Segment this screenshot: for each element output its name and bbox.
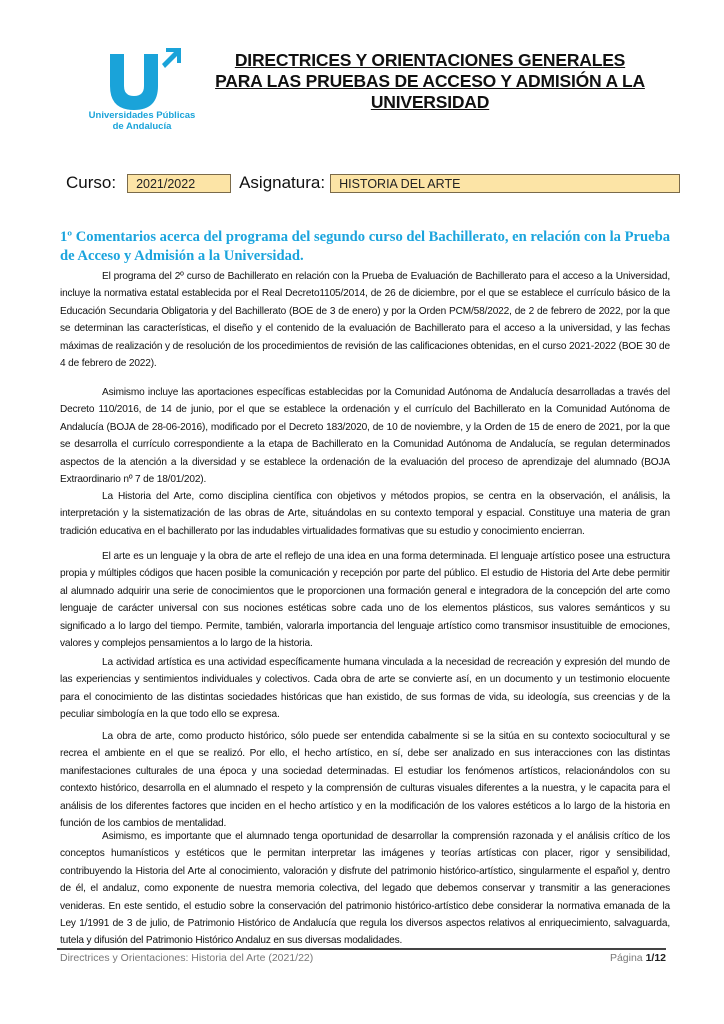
university-logo bbox=[72, 48, 212, 138]
footer-divider bbox=[57, 948, 666, 950]
asignatura-label: Asignatura: bbox=[239, 173, 326, 192]
paragraph-text: La actividad artística es una actividad específicamente humana vinculada a la necesidad de recreación y expresión del mundo de las experiencias y sentimientos individuales y colectivos. Cada obra de arte se convierte así, en un documento y un testimonio elocuente para el conocimiento de las distintas sociedades históricas que han existido, de sus formas de vida, su ideología, sus creencias y de la peculiar simbología en la que todo ello se expresa. bbox=[60, 657, 670, 721]
section-heading: 1º Comentarios acerca del programa del segundo curso del Bachillerato, en relación con la Prueba de Acceso y Admisión a la Universidad. bbox=[60, 229, 670, 264]
paragraph-5 bbox=[60, 654, 670, 724]
paragraph-text: La obra de arte, como producto histórico, sólo puede ser entendida cabalmente si se la sitúa en su contexto sociocultural y se recrea el ambiente en el que se realizó. Por ello, el hecho artístico, en sí, debe ser analizado en sus interacciones con las distintas manifestaciones culturales de una época y una sociedad determinadas. El estudiar los fenómenos artísticos, relacionándolos con su contexto histórico, desarrolla en el alumnado el respeto y la comprensión de culturas visuales diferentes a la nuestra, y le capacita para el análisis de los diferentes factores que inciden en el hecho artístico y en la modificación de los valores estéticos a lo largo de la historia en función de los cambios de mentalidad. bbox=[60, 731, 670, 830]
paragraph-3 bbox=[60, 488, 670, 540]
course-subject-row bbox=[66, 171, 680, 195]
paragraph-7 bbox=[60, 828, 670, 950]
asignatura-field[interactable]: HISTORIA DEL ARTE bbox=[330, 174, 680, 193]
logo-caption-line2: de Andalucía bbox=[112, 121, 172, 132]
u-logo-icon bbox=[86, 48, 198, 110]
footer-page-indicator bbox=[610, 952, 666, 964]
page-number: 1/12 bbox=[645, 952, 666, 964]
paragraph-6 bbox=[60, 728, 670, 832]
title-line-3: UNIVERSIDAD bbox=[370, 92, 490, 112]
paragraph-2 bbox=[60, 384, 670, 488]
footer-document-name: Directrices y Orientaciones: Historia del Arte (2021/22) bbox=[60, 952, 314, 964]
paragraph-text: El arte es un lenguaje y la obra de arte el reflejo de una idea en una forma determinada. El lenguaje artístico posee una estructura propia y múltiples códigos que hacen posible la comunicación y recepción por parte del público. El estudio de Historia del Arte debe permitir al alumnado adquirir una serie de conocimientos que le proporcionen una formación general e integradora de la concepción del arte como lenguaje de carácter universal con sus nociones estéticas sobre cada uno de los elementos plásticos, sus valores semánticos y su significado a lo largo del tiempo. Permite, también, valorarla importancia del lenguaje artístico como transmisor insustituible de emociones, valores y complejos pensamientos a lo largo de la historia. bbox=[60, 551, 670, 650]
paragraph-text: La Historia del Arte, como disciplina científica con objetivos y métodos propios, se centra en la observación, el análisis, la interpretación y la sistematización de las obras de Arte, situándolas en su contexto temporal y espacial. Constituye una materia de gran tradición educativa en el bachillerato por las indudables virtualidades formativas que su estudio y conocimiento encierran. bbox=[60, 491, 670, 537]
document-title bbox=[200, 50, 660, 113]
logo-caption-line1: Universidades Públicas bbox=[88, 110, 196, 121]
paragraph-text: Asimismo incluye las aportaciones específicas establecidas por la Comunidad Autónoma de Andalucía desarrolladas a través del Decreto 110/2016, de 14 de junio, por el que se establece la ordenación y el currículo del Bachillerato en la Comunidad Autónoma de Andalucía (BOJA de 28-06-2016), modificado por el Decreto 183/2020, de 10 de noviembre, y la Orden de 15 de enero de 2021, por la que se desarrolla el currículo correspondiente a la etapa de Bachillerato en la Comunidad Autónoma de Andalucía, se regulan determinados aspectos de la atención a la diversidad y se establece la ordenación de la evaluación del proceso de aprendizaje del alumnado (BOJA Extraordinario nº 7 de 18/01/202). bbox=[60, 387, 670, 486]
paragraph-text: Asimismo, es importante que el alumnado tenga oportunidad de desarrollar la comprensión razonada y el análisis crítico de los conceptos humanísticos y estéticos que le permitan interpretar las imágenes y teorías artísticas con placer, rigor y sensibilidad, contribuyendo la Historia del Arte al conocimiento, valoración y disfrute del patrimonio histórico-artístico, singularmente el español y, dentro de él, el andaluz, como exponente de nuestra memoria colectiva, del legado que debemos conservar y transmitir a las generaciones venideras. En este sentido, el estudio sobre la conservación del patrimonio histórico-artístico debe considerar la normativa emanada de la Ley 1/1991 de 3 de julio, de Patrimonio Histórico de Andalucía que regula los diversos aspectos relativos al enriquecimiento, salvaguarda, tutela y difusión del Patrimonio Histórico Andaluz en sus diversas modalidades. bbox=[60, 831, 670, 947]
curso-label: Curso: bbox=[66, 173, 117, 192]
title-line-1: DIRECTRICES Y ORIENTACIONES GENERALES bbox=[234, 50, 626, 70]
logo-caption bbox=[72, 110, 212, 132]
paragraph-4 bbox=[60, 548, 670, 652]
paragraph-1 bbox=[60, 268, 670, 372]
curso-field[interactable]: 2021/2022 bbox=[127, 174, 231, 193]
title-line-2: PARA LAS PRUEBAS DE ACCESO Y ADMISIÓN A LA bbox=[215, 71, 645, 91]
page-label: Página bbox=[609, 952, 646, 964]
paragraph-text: El programa del 2º curso de Bachillerato en relación con la Prueba de Evaluación de Bachillerato para el acceso a la Universidad, incluye la normativa estatal establecida por el Real Decreto1105/2014, de 26 de diciembre, por el que se establece el currículo básico de la Educación Secundaria Obligatoria y del Bachillerato (BOE de 3 de enero) y por la Orden PCM/58/2022, de 2 de febrero de 2022, por la que se determinan las características, el diseño y el contenido de la evaluación de Bachillerato para el acceso a la universidad, y las fechas máximas de realización y de resolución de los procedimientos de revisión de las calificaciones obtenidas, en el curso 2021-2022 (BOE 30 de 4 de febrero de 2022). bbox=[60, 271, 670, 370]
